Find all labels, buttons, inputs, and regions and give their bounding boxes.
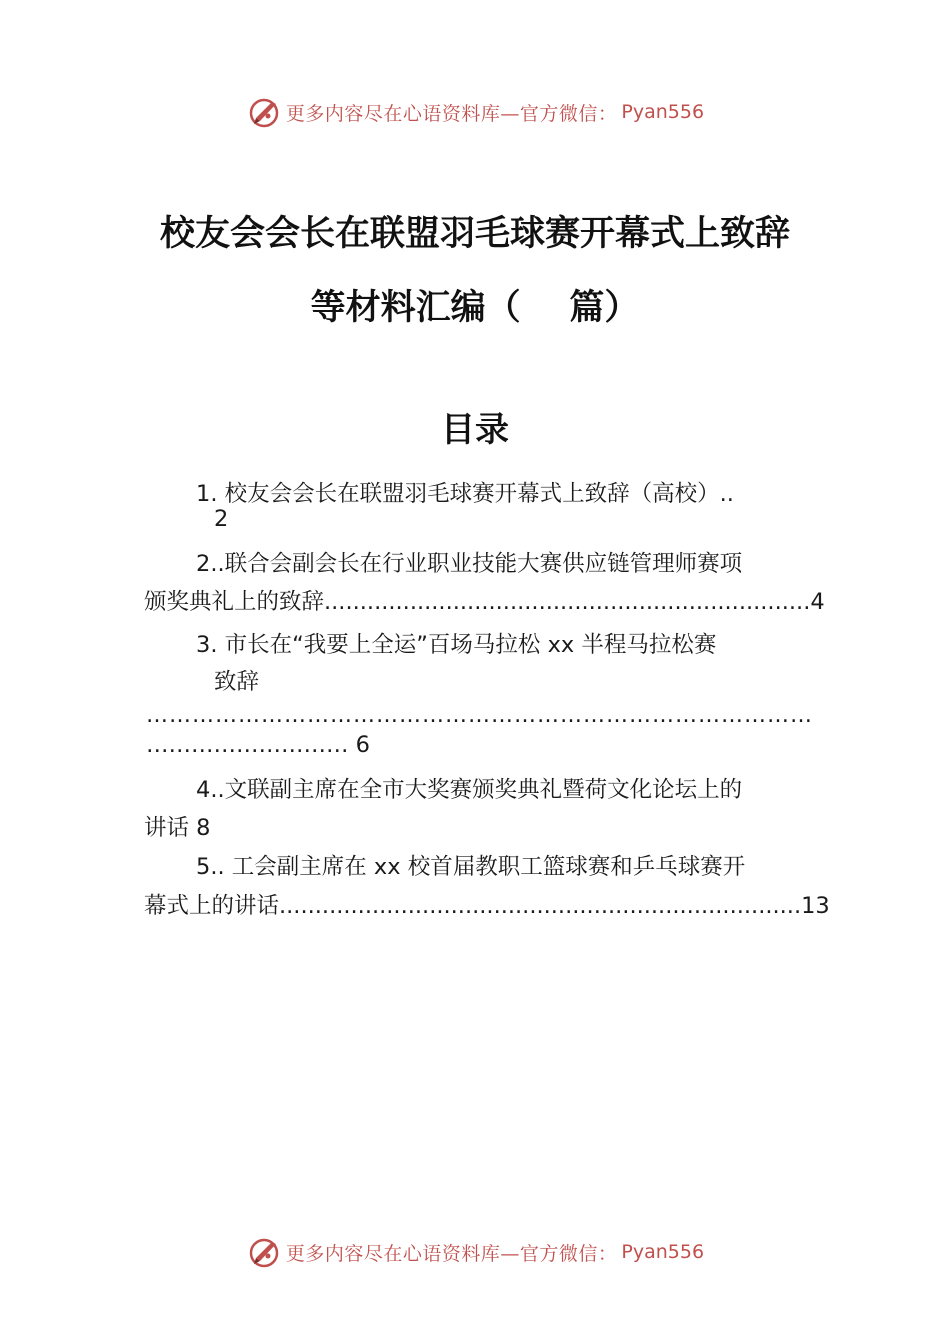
- footer-banner-text: 更多内容尽在心语资料库—官方微信：: [285, 1242, 618, 1265]
- toc-item-1-page[interactable]: 2: [214, 506, 229, 532]
- toc-item-5-line2[interactable]: 幕式上的讲话.........................................................................13: [144, 893, 830, 919]
- toc-item-4-line1[interactable]: 4..文联副主席在全市大奖赛颁奖典礼暨荷文化论坛上的: [196, 777, 743, 803]
- toc-item-5-line1[interactable]: 5.. 工会副主席在 xx 校首届教职工篮球赛和乒乓球赛开: [196, 854, 746, 880]
- toc-heading: 目录: [441, 410, 509, 450]
- footer-wechat-id: Pyan556: [621, 1241, 705, 1263]
- toc-item-3-line2[interactable]: 致辞: [214, 669, 260, 695]
- toc-item-2-line2[interactable]: 颁奖典礼上的致辞....................................................................4: [144, 589, 825, 615]
- pen-logo-icon: [246, 1234, 282, 1270]
- footer-banner: [0, 1232, 950, 1272]
- toc-item-3-page[interactable]: ……………………… 6: [146, 732, 370, 758]
- header-wechat-id: Pyan556: [621, 101, 705, 123]
- header-banner: [0, 92, 950, 132]
- toc-item-4-line2[interactable]: 讲话 8: [144, 815, 211, 841]
- toc-item-3-line1[interactable]: 3. 市长在“我要上全运”百场马拉松 xx 半程马拉松赛: [196, 632, 717, 658]
- toc-item-3-leader[interactable]: ……………………………………………………………………………: [146, 703, 813, 728]
- pen-logo-icon: [246, 94, 282, 130]
- toc-item-1-line1[interactable]: 1. 校友会会长在联盟羽毛球赛开幕式上致辞（高校）..: [196, 481, 734, 507]
- toc-item-2-line1[interactable]: 2..联合会副会长在行业职业技能大赛供应链管理师赛项: [196, 551, 743, 577]
- header-banner-text: 更多内容尽在心语资料库—官方微信：: [285, 102, 618, 125]
- document-title-line2: 等材料汇编（ 篇）: [310, 287, 640, 328]
- document-title-line1: 校友会会长在联盟羽毛球赛开幕式上致辞: [159, 213, 790, 254]
